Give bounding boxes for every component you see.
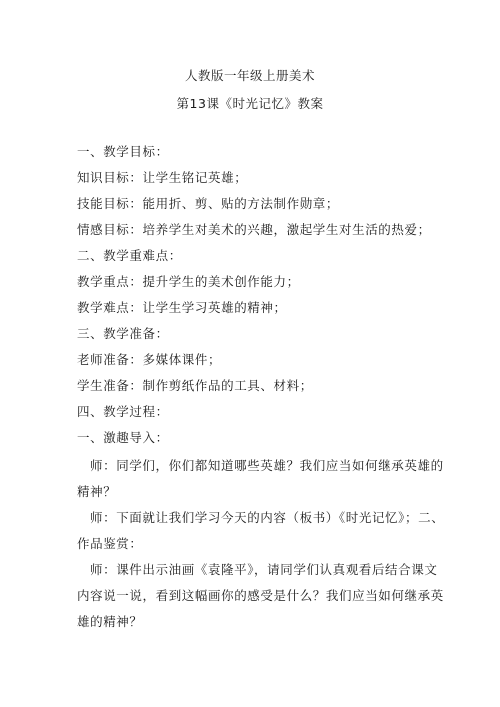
paragraph-line: 技能目标：能用折、剪、贴的方法制作勋章； bbox=[77, 196, 340, 211]
paragraph-line: 内容说一说，看到这幅画你的感受是什么？我们应当如何继承英 bbox=[77, 588, 444, 603]
section-heading-preparation: 三、教学准备： bbox=[77, 326, 169, 341]
document-title: 人教版一年级上册美术 bbox=[184, 68, 315, 83]
paragraph-line: 教学重点：提升学生的美术创作能力； bbox=[77, 274, 300, 289]
lesson-title: 第13课《时光记忆》教案 bbox=[176, 96, 324, 111]
section-heading-key-points: 二、教学重难点： bbox=[77, 248, 182, 263]
paragraph-line: 知识目标：让学生铭记英雄； bbox=[77, 170, 248, 185]
paragraph-line: 教学难点：让学生学习英雄的精神； bbox=[77, 300, 287, 315]
paragraph-line: 作品鉴赏： bbox=[77, 536, 143, 551]
paragraph-line: 情感目标：培养学生对美术的兴趣，激起学生对生活的热爱； bbox=[77, 222, 431, 237]
paragraph-line: 师：课件出示油画《袁隆平》，请同学们认真观看后结合课文 bbox=[90, 562, 438, 577]
section-heading-process: 四、教学过程： bbox=[77, 404, 169, 419]
paragraph-line: 老师准备：多媒体课件； bbox=[77, 352, 222, 367]
paragraph-line: 雄的精神？ bbox=[77, 614, 143, 629]
subsection-heading-intro: 一、激趣导入： bbox=[77, 430, 169, 445]
paragraph-line: 学生准备：制作剪纸作品的工具、材料； bbox=[77, 378, 313, 393]
section-heading-objectives: 一、教学目标： bbox=[77, 144, 169, 159]
paragraph-line: 师：下面就让我们学习今天的内容（板书）《时光记忆》；二、 bbox=[90, 510, 445, 525]
paragraph-line: 精神？ bbox=[77, 484, 117, 499]
paragraph-line: 师：同学们，你们都知道哪些英雄？我们应当如何继承英雄的 bbox=[90, 458, 444, 473]
